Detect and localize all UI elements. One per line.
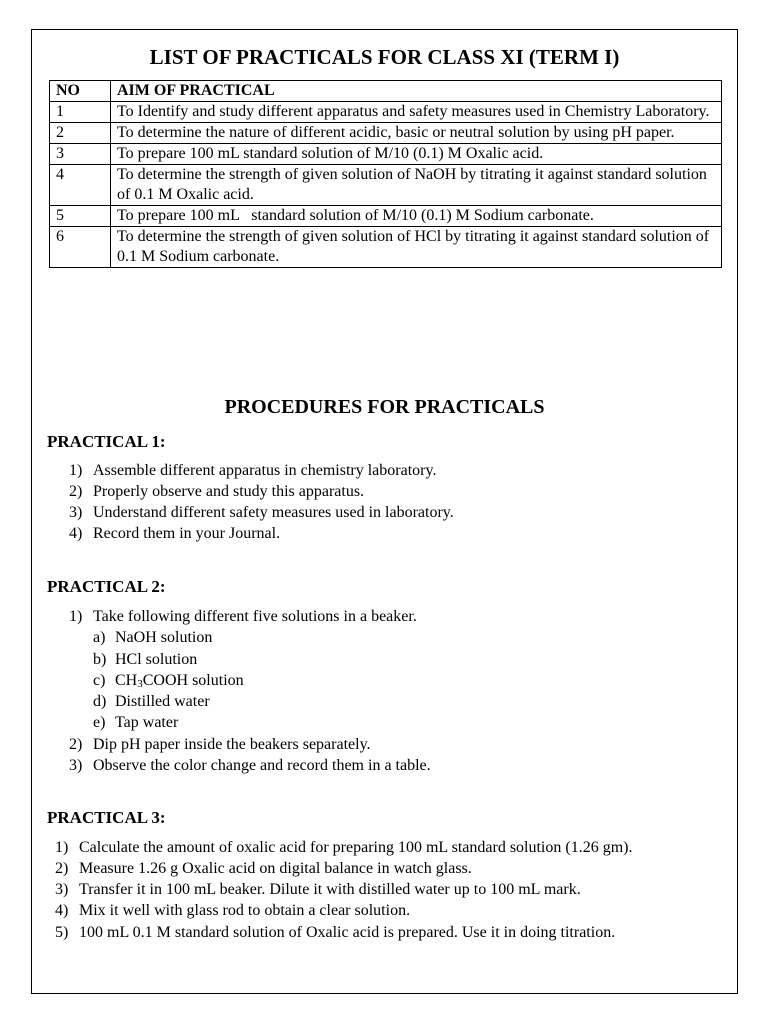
sub-step-letter: a) bbox=[93, 629, 106, 646]
step-number: 1) bbox=[69, 608, 83, 625]
table-row bbox=[50, 206, 722, 227]
procedures-title: PROCEDURES FOR PRACTICALS bbox=[224, 396, 545, 418]
formula-prefix: CH bbox=[115, 672, 138, 689]
sub-step-text: Distilled water bbox=[115, 693, 210, 710]
sub-step-text bbox=[115, 672, 244, 689]
step-text: 100 mL 0.1 M standard solution of Oxalic acid is prepared. Use it in doing titration. bbox=[79, 924, 616, 941]
row-aim: To determine the strength of given solution of NaOH by titrating it against standard solution of 0.1 M Oxalic acid. bbox=[111, 165, 722, 206]
formula-suffix: COOH solution bbox=[142, 672, 244, 689]
step-number: 5) bbox=[55, 924, 69, 941]
step-text: Measure 1.26 g Oxalic acid on digital balance in watch glass. bbox=[79, 860, 472, 877]
practical-3-heading: PRACTICAL 3: bbox=[47, 808, 166, 827]
row-aim: To determine the strength of given solution of HCl by titrating it against standard solution of 0.1 M Sodium carbonate. bbox=[111, 227, 722, 268]
row-aim: To determine the nature of different acidic, basic or neutral solution by using pH paper. bbox=[111, 123, 722, 144]
table-row bbox=[50, 123, 722, 144]
list-item bbox=[69, 755, 431, 776]
step-text: Observe the color change and record them in a table. bbox=[93, 757, 431, 774]
step-text: Understand different safety measures used in laboratory. bbox=[93, 504, 454, 521]
list-item bbox=[69, 502, 454, 523]
table-row bbox=[50, 227, 722, 268]
list-item bbox=[55, 879, 581, 900]
list-item bbox=[69, 481, 364, 502]
list-item bbox=[69, 734, 371, 755]
step-text: Calculate the amount of oxalic acid for preparing 100 mL standard solution (1.26 gm). bbox=[79, 839, 633, 856]
step-text: Mix it well with glass rod to obtain a clear solution. bbox=[79, 902, 411, 919]
row-number: 2 bbox=[50, 123, 111, 144]
step-number: 3) bbox=[69, 757, 83, 774]
formula-subscript: 3 bbox=[137, 678, 143, 690]
sub-step-letter: b) bbox=[93, 651, 107, 668]
step-number: 1) bbox=[69, 462, 83, 479]
list-item bbox=[55, 922, 615, 943]
step-text: Dip pH paper inside the beakers separately. bbox=[93, 736, 371, 753]
practical-1-heading: PRACTICAL 1: bbox=[47, 432, 166, 451]
step-number: 3) bbox=[69, 504, 83, 521]
row-number: 5 bbox=[50, 206, 111, 227]
step-number: 4) bbox=[69, 525, 83, 542]
sub-list-item bbox=[93, 627, 212, 648]
step-text: Transfer it in 100 mL beaker. Dilute it with distilled water up to 100 mL mark. bbox=[79, 881, 581, 898]
step-number: 1) bbox=[55, 839, 69, 856]
sub-list-item bbox=[93, 691, 210, 712]
step-text: Properly observe and study this apparatus. bbox=[93, 483, 365, 500]
practical-2-heading: PRACTICAL 2: bbox=[47, 577, 166, 596]
table-row bbox=[50, 102, 722, 123]
sub-list-item bbox=[93, 670, 244, 691]
practicals-table bbox=[49, 80, 722, 268]
step-text: Assemble different apparatus in chemistry laboratory. bbox=[93, 462, 437, 479]
table-row bbox=[50, 165, 722, 206]
step-number: 2) bbox=[69, 736, 83, 753]
header-aim: AIM OF PRACTICAL bbox=[111, 81, 722, 102]
row-number: 6 bbox=[50, 227, 111, 268]
step-number: 3) bbox=[55, 881, 69, 898]
sub-list-item bbox=[93, 712, 178, 733]
row-number: 1 bbox=[50, 102, 111, 123]
sub-step-text: NaOH solution bbox=[115, 629, 213, 646]
sub-step-letter: c) bbox=[93, 672, 106, 689]
document-title: LIST OF PRACTICALS FOR CLASS XI (TERM I) bbox=[149, 45, 620, 69]
header-no: NO bbox=[50, 81, 111, 102]
step-number: 2) bbox=[69, 483, 83, 500]
list-item bbox=[55, 837, 632, 858]
sub-step-text: Tap water bbox=[115, 714, 179, 731]
list-item bbox=[55, 858, 472, 879]
sub-step-text: HCl solution bbox=[115, 651, 198, 668]
row-aim: To Identify and study different apparatus and safety measures used in Chemistry Laboratory. bbox=[111, 102, 722, 123]
list-item bbox=[55, 900, 410, 921]
sub-list-item bbox=[93, 649, 197, 670]
step-number: 2) bbox=[55, 860, 69, 877]
row-number: 4 bbox=[50, 165, 111, 206]
list-item bbox=[69, 523, 280, 544]
step-text: Take following different five solutions in a beaker. bbox=[93, 608, 417, 625]
step-number: 4) bbox=[55, 902, 69, 919]
list-item bbox=[69, 606, 417, 627]
step-text: Record them in your Journal. bbox=[93, 525, 281, 542]
row-aim: To prepare 100 mL standard solution of M/10 (0.1) M Oxalic acid. bbox=[111, 144, 722, 165]
row-number: 3 bbox=[50, 144, 111, 165]
sub-step-letter: e) bbox=[93, 714, 106, 731]
table-header-row bbox=[50, 81, 722, 102]
sub-step-letter: d) bbox=[93, 693, 107, 710]
table-row bbox=[50, 144, 722, 165]
row-aim: To prepare 100 mL standard solution of M/10 (0.1) M Sodium carbonate. bbox=[111, 206, 722, 227]
list-item bbox=[69, 460, 436, 481]
